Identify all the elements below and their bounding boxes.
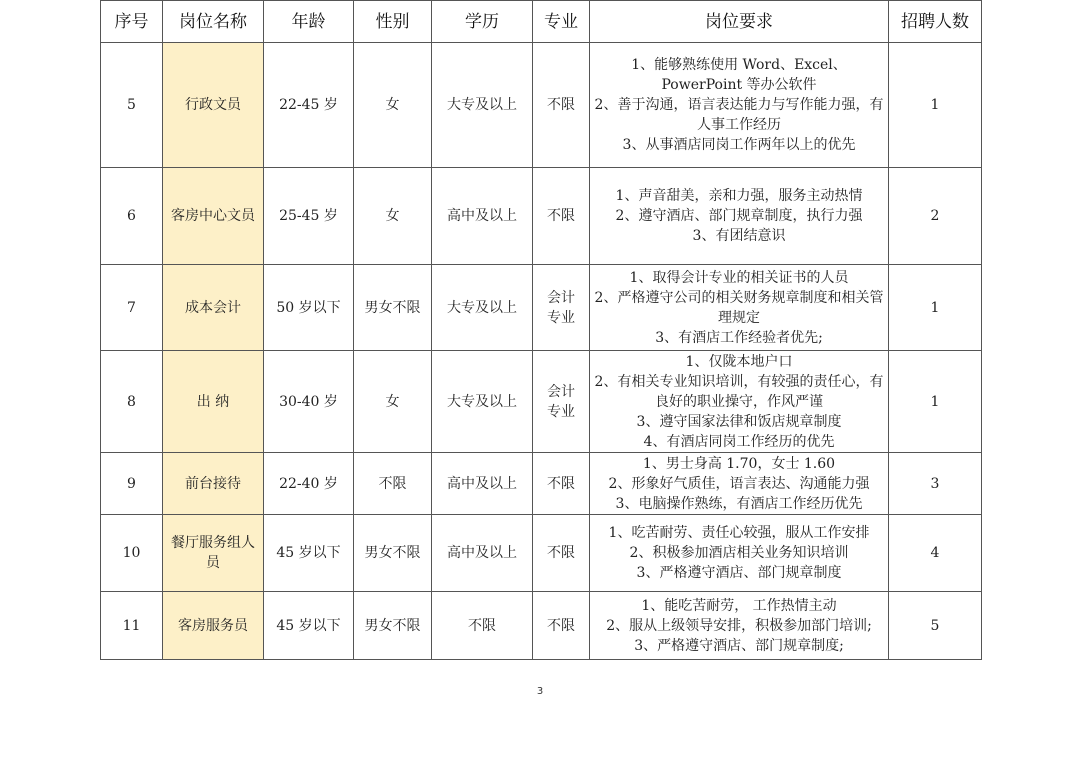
row-age: 22-45 岁 xyxy=(264,43,354,168)
row-requirements xyxy=(590,453,889,515)
row-title: 成本会计 xyxy=(163,265,264,351)
requirement-line: 1、男士身高 1.70，女士 1.60 xyxy=(642,455,836,472)
row-major: 不限 xyxy=(533,592,590,660)
row-major: 会计专业 xyxy=(533,265,590,351)
row-title: 客房服务员 xyxy=(163,592,264,660)
row-no: 5 xyxy=(101,43,163,168)
row-requirements xyxy=(590,351,889,453)
row-no: 11 xyxy=(101,592,163,660)
header-title: 岗位名称 xyxy=(163,1,264,43)
row-title: 客房中心文员 xyxy=(163,168,264,265)
row-requirements xyxy=(590,168,889,265)
row-requirements xyxy=(590,43,889,168)
row-gender: 不限 xyxy=(354,453,432,515)
requirement-line: 4、有酒店同岗工作经历的优先 xyxy=(643,433,835,450)
row-age: 30-40 岁 xyxy=(264,351,354,453)
requirement-line: 3、遵守国家法律和饭店规章制度 xyxy=(636,413,842,430)
requirement-line: 3、从事酒店同岗工作两年以上的优先 xyxy=(622,137,856,153)
requirement-line: 2、形象好气质佳，语言表达、沟通能力强 xyxy=(608,475,870,492)
header-row xyxy=(101,1,982,43)
table-row xyxy=(101,592,982,660)
row-title: 行政文员 xyxy=(163,43,264,168)
row-education: 大专及以上 xyxy=(432,351,533,453)
requirement-line: 1、声音甜美，亲和力强，服务主动热情 xyxy=(615,188,863,204)
header-education: 学历 xyxy=(432,1,533,43)
row-education: 大专及以上 xyxy=(432,265,533,351)
header-requirements: 岗位要求 xyxy=(590,1,889,43)
row-gender: 女 xyxy=(354,351,432,453)
row-age: 25-45 岁 xyxy=(264,168,354,265)
row-education: 高中及以上 xyxy=(432,453,533,515)
row-gender: 男女不限 xyxy=(354,265,432,351)
requirement-line: 1、吃苦耐劳、责任心较强，服从工作安排 xyxy=(608,525,870,541)
table-row xyxy=(101,168,982,265)
row-count: 4 xyxy=(889,515,982,592)
row-title: 餐厅服务组人员 xyxy=(163,515,264,592)
header-no: 序号 xyxy=(101,1,163,43)
requirement-line: 2、服从上级领导安排，积极参加部门培训; xyxy=(606,617,872,634)
row-education: 不限 xyxy=(432,592,533,660)
header-count: 招聘人数 xyxy=(889,1,982,43)
row-major: 会计专业 xyxy=(533,351,590,453)
requirement-line: 1、仅陇本地户口 xyxy=(685,353,793,370)
requirement-line: 2、善于沟通，语言表达能力与写作能力强，有人事工作经历 xyxy=(594,97,884,133)
row-gender: 男女不限 xyxy=(354,592,432,660)
table-row xyxy=(101,453,982,515)
header-major: 专业 xyxy=(533,1,590,43)
row-gender: 男女不限 xyxy=(354,515,432,592)
row-requirements xyxy=(590,592,889,660)
requirement-line: 2、严格遵守公司的相关财务规章制度和相关管理规定 xyxy=(594,289,884,326)
recruitment-table xyxy=(100,0,982,660)
row-requirements xyxy=(590,515,889,592)
requirement-line: 1、能吃苦耐劳， 工作热情主动 xyxy=(641,597,837,614)
row-gender: 女 xyxy=(354,43,432,168)
row-major: 不限 xyxy=(533,453,590,515)
row-age: 22-40 岁 xyxy=(264,453,354,515)
row-count: 3 xyxy=(889,453,982,515)
requirement-line: 2、有相关专业知识培训，有较强的责任心，有良好的职业操守，作风严谨 xyxy=(594,373,884,410)
requirement-line: 3、有团结意识 xyxy=(692,228,786,244)
row-no: 10 xyxy=(101,515,163,592)
header-age: 年龄 xyxy=(264,1,354,43)
row-age: 45 岁以下 xyxy=(264,592,354,660)
row-major: 不限 xyxy=(533,168,590,265)
row-age: 50 岁以下 xyxy=(264,265,354,351)
row-education: 高中及以上 xyxy=(432,168,533,265)
table-row xyxy=(101,43,982,168)
row-education: 高中及以上 xyxy=(432,515,533,592)
row-count: 1 xyxy=(889,265,982,351)
requirement-line: 1、能够熟练使用 Word、Excel、PowerPoint 等办公软件 xyxy=(631,57,847,93)
row-count: 5 xyxy=(889,592,982,660)
page-number: 3 xyxy=(536,686,544,697)
requirement-line: 2、积极参加酒店相关业务知识培训 xyxy=(629,545,849,561)
header-gender: 性别 xyxy=(354,1,432,43)
requirement-line: 3、电脑操作熟练，有酒店工作经历优先 xyxy=(615,495,863,512)
requirement-line: 3、严格遵守酒店、部门规章制度; xyxy=(634,637,844,654)
row-age: 45 岁以下 xyxy=(264,515,354,592)
row-count: 1 xyxy=(889,351,982,453)
requirement-line: 3、严格遵守酒店、部门规章制度 xyxy=(636,565,842,581)
row-no: 8 xyxy=(101,351,163,453)
table-row xyxy=(101,265,982,351)
requirement-line: 3、有酒店工作经验者优先; xyxy=(655,329,823,346)
row-title: 前台接待 xyxy=(163,453,264,515)
table-row xyxy=(101,515,982,592)
row-no: 9 xyxy=(101,453,163,515)
row-no: 7 xyxy=(101,265,163,351)
row-major: 不限 xyxy=(533,43,590,168)
row-count: 2 xyxy=(889,168,982,265)
row-title: 出 纳 xyxy=(163,351,264,453)
row-gender: 女 xyxy=(354,168,432,265)
row-major: 不限 xyxy=(533,515,590,592)
row-requirements xyxy=(590,265,889,351)
row-count: 1 xyxy=(889,43,982,168)
row-no: 6 xyxy=(101,168,163,265)
table-row xyxy=(101,351,982,453)
requirement-line: 2、遵守酒店、部门规章制度，执行力强 xyxy=(615,208,863,224)
row-education: 大专及以上 xyxy=(432,43,533,168)
requirement-line: 1、取得会计专业的相关证书的人员 xyxy=(629,269,849,286)
